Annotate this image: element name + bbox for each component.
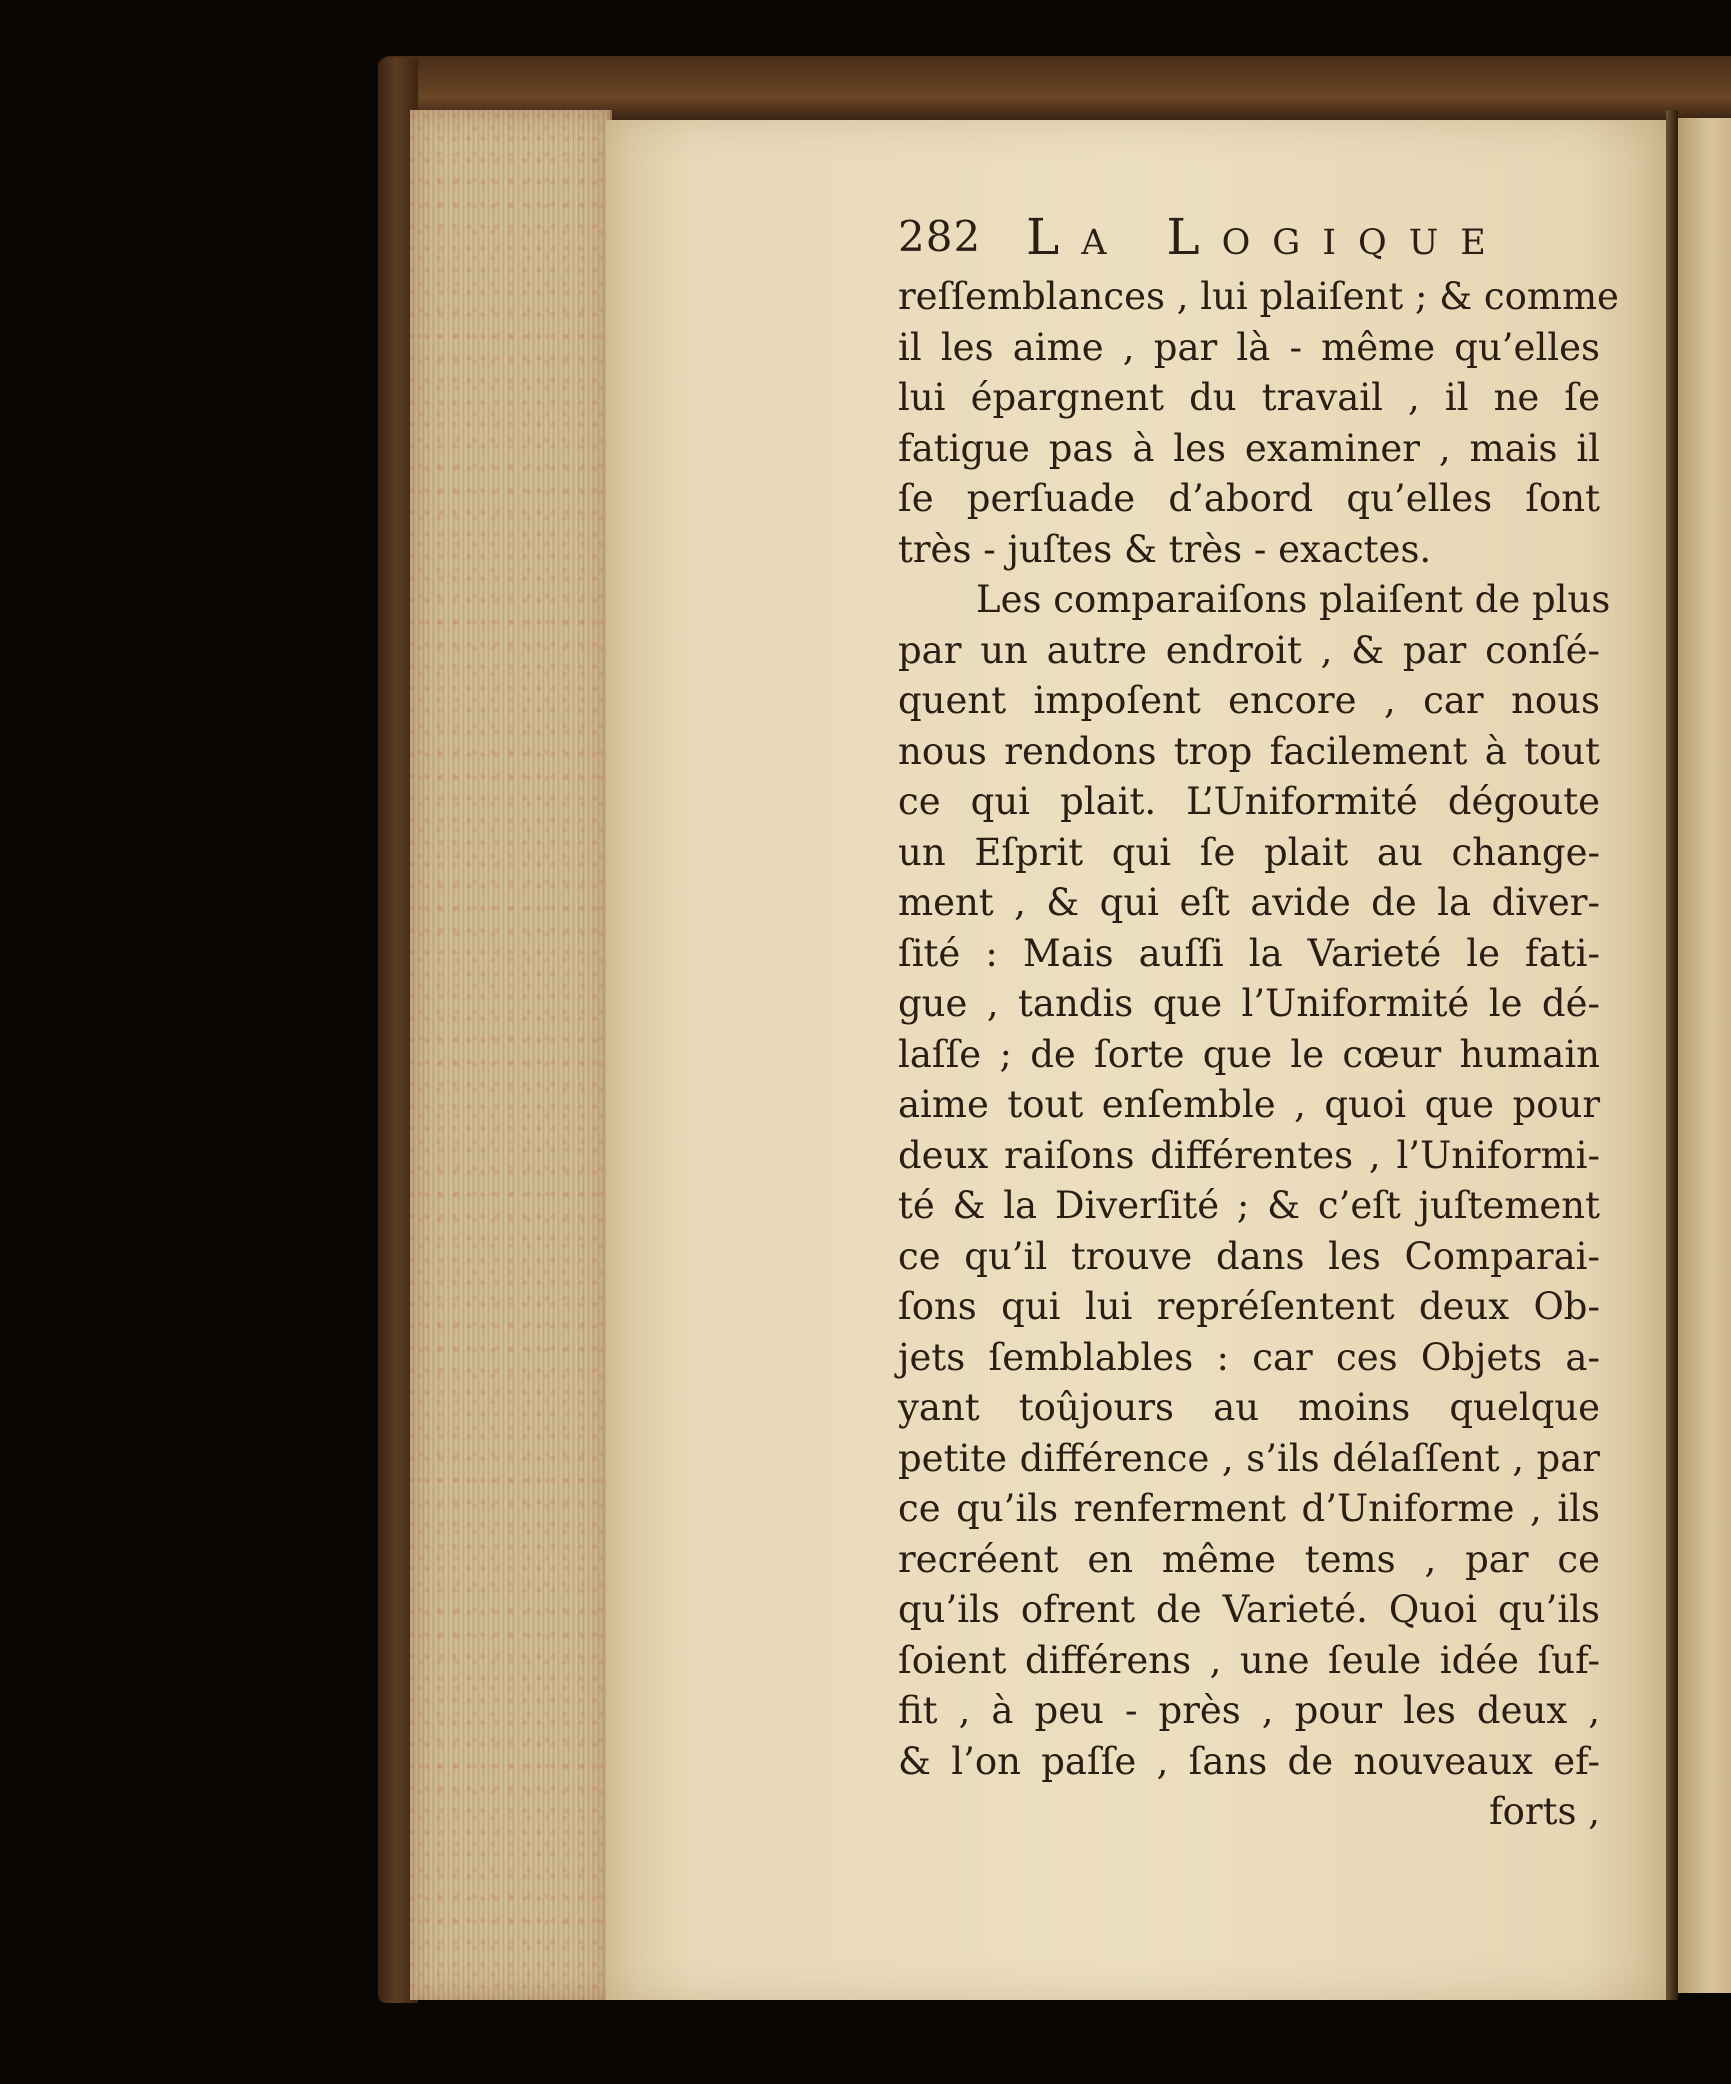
text-line: ce qu’il trouve dans les Comparai-: [898, 1234, 1600, 1278]
facing-page-edge: [1678, 118, 1731, 1993]
page-number: 282: [898, 212, 982, 261]
text-line: té & la Diverſité ; & c’eſt juſtement: [898, 1184, 1600, 1227]
text-line: gue , tandis que l’Uniformité le dé-: [898, 982, 1600, 1025]
text-line: & l’on paſſe , ſans de nouveaux ef-: [898, 1739, 1600, 1783]
text-line: reſſemblances , lui plaiſent ; & comme: [898, 275, 1619, 318]
text-line: recréent en même tems , par ce: [898, 1537, 1600, 1581]
text-line: yant toûjours au moins quelque: [898, 1386, 1600, 1429]
text-line: jets ſemblables : car ces Objets a-: [898, 1335, 1600, 1379]
page-header: [898, 208, 1558, 272]
text-line: un Eſprit qui ſe plait au change-: [898, 830, 1600, 874]
text-line: fit , à peu - près , pour les deux ,: [898, 1689, 1600, 1732]
running-title: La Logique: [1026, 208, 1508, 266]
page-edges: [410, 110, 612, 2000]
text-line: ſe perſuade d’abord qu’elles ſont: [898, 477, 1600, 520]
text-line: il les aime , par là - même qu’elles: [898, 325, 1600, 369]
text-line: deux raiſons différentes , l’Uniformi-: [898, 1133, 1600, 1177]
text-line: ce qui plait. L’Uniformité dégoute: [898, 780, 1600, 823]
text-line: quent impoſent encore , car nous: [898, 679, 1600, 722]
text-line: fatigue pas à les examiner , mais il: [898, 426, 1600, 470]
text-line: laſſe ; de ſorte que le cœur humain: [898, 1032, 1600, 1076]
text-line: qu’ils ofrent de Varieté. Quoi qu’ils: [898, 1588, 1600, 1631]
text-line: très - juſtes & très - exactes.: [898, 527, 1432, 571]
text-line: ſoient différens , une ſeule idée ſuf-: [898, 1638, 1600, 1682]
text-line: nous rendons trop facilement à tout: [898, 729, 1600, 773]
text-line: par un autre endroit , & par conſé-: [898, 628, 1600, 672]
body-text: [898, 272, 1619, 1838]
book-gutter: [1666, 110, 1678, 2000]
text-line: aime tout enſemble , quoi que pour: [898, 1083, 1600, 1126]
text-line: lui épargnent du travail , il ne ſe: [898, 376, 1600, 419]
catchword: forts ,: [1488, 1790, 1600, 1833]
text-line: ſité : Mais auſſi la Varieté le fati-: [898, 931, 1600, 975]
text-line: ce qu’ils renferment d’Uniforme , ils: [898, 1487, 1600, 1530]
text-line: petite différence , s’ils délaſſent , par: [898, 1436, 1600, 1480]
paragraph-start-line: Les comparaiſons plaiſent de plus: [976, 578, 1611, 621]
text-line: ſons qui lui repréſentent deux Ob-: [898, 1285, 1600, 1328]
text-line: ment , & qui eſt avide de la diver-: [898, 881, 1600, 924]
